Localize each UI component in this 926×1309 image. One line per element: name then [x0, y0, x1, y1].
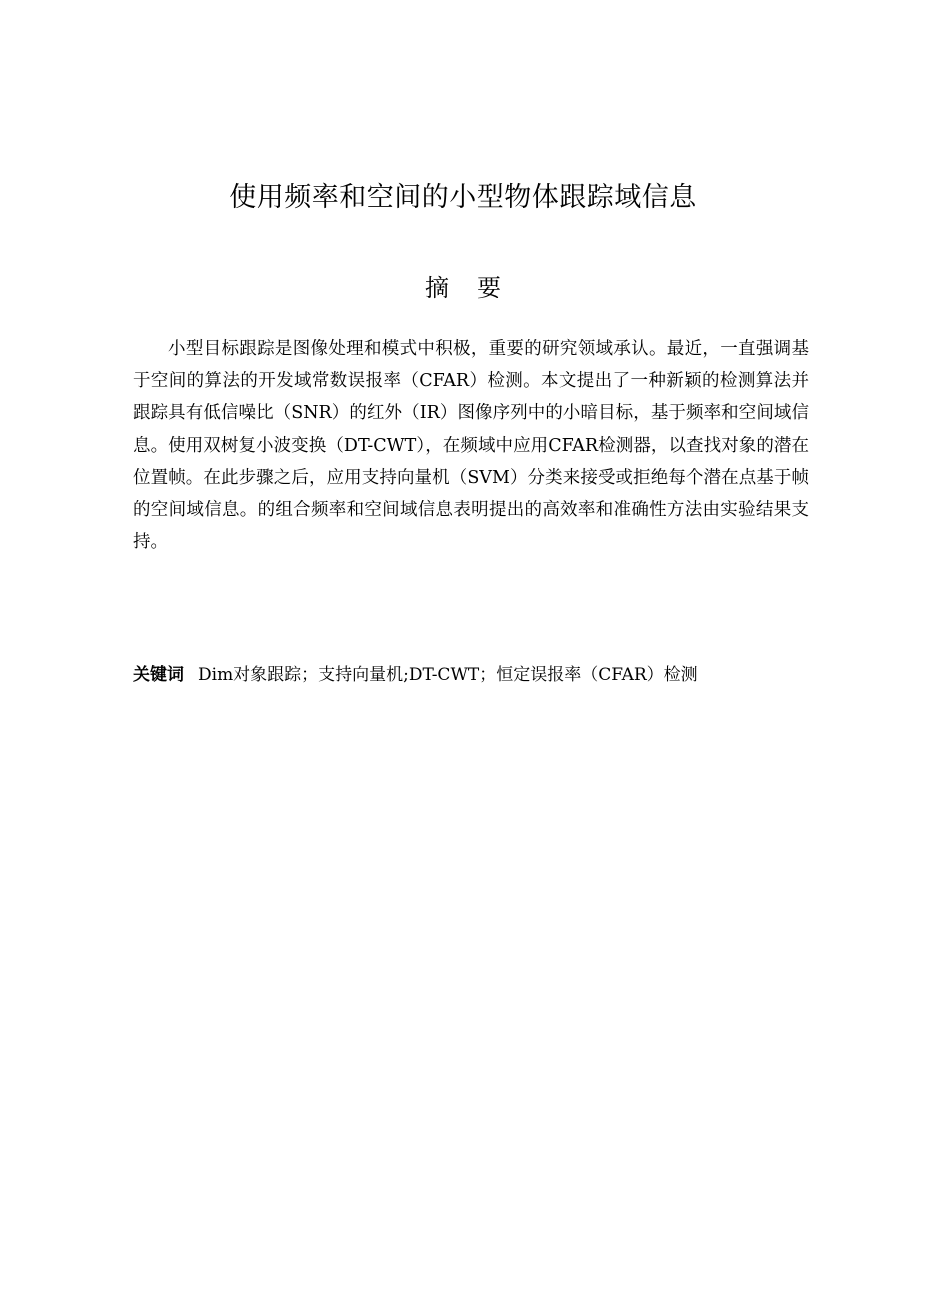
keywords-label: 关键词 [133, 665, 184, 685]
keywords-text: Dim对象跟踪；支持向量机;DT-CWT；恒定误报率（CFAR）检测 [198, 665, 698, 685]
abstract-heading: 摘要 [425, 274, 529, 302]
abstract-paragraph: 小型目标跟踪是图像处理和模式中积极，重要的研究领域承认。最近，一直强调基于空间的算法的开发域常数误报率（CFAR）检测。本文提出了一种新颖的检测算法并跟踪具有低信噪比（SNR）的红外（IR）图像序列中的小暗目标，基于频率和空间域信息。使用双树复小波变换（DT-CWT），在频域中应用CFAR检测器，以查找对象的潜在位置帧。在此步骤之后，应用支持向量机（SVM）分类来接受或拒绝每个潜在点基于帧的空间域信息。的组合频率和空间域信息表明提出的高效率和准确性方法由实验结果支持。 [133, 339, 809, 553]
keywords-line [133, 660, 809, 690]
document-title: 使用频率和空间的小型物体跟踪域信息 [229, 182, 697, 213]
